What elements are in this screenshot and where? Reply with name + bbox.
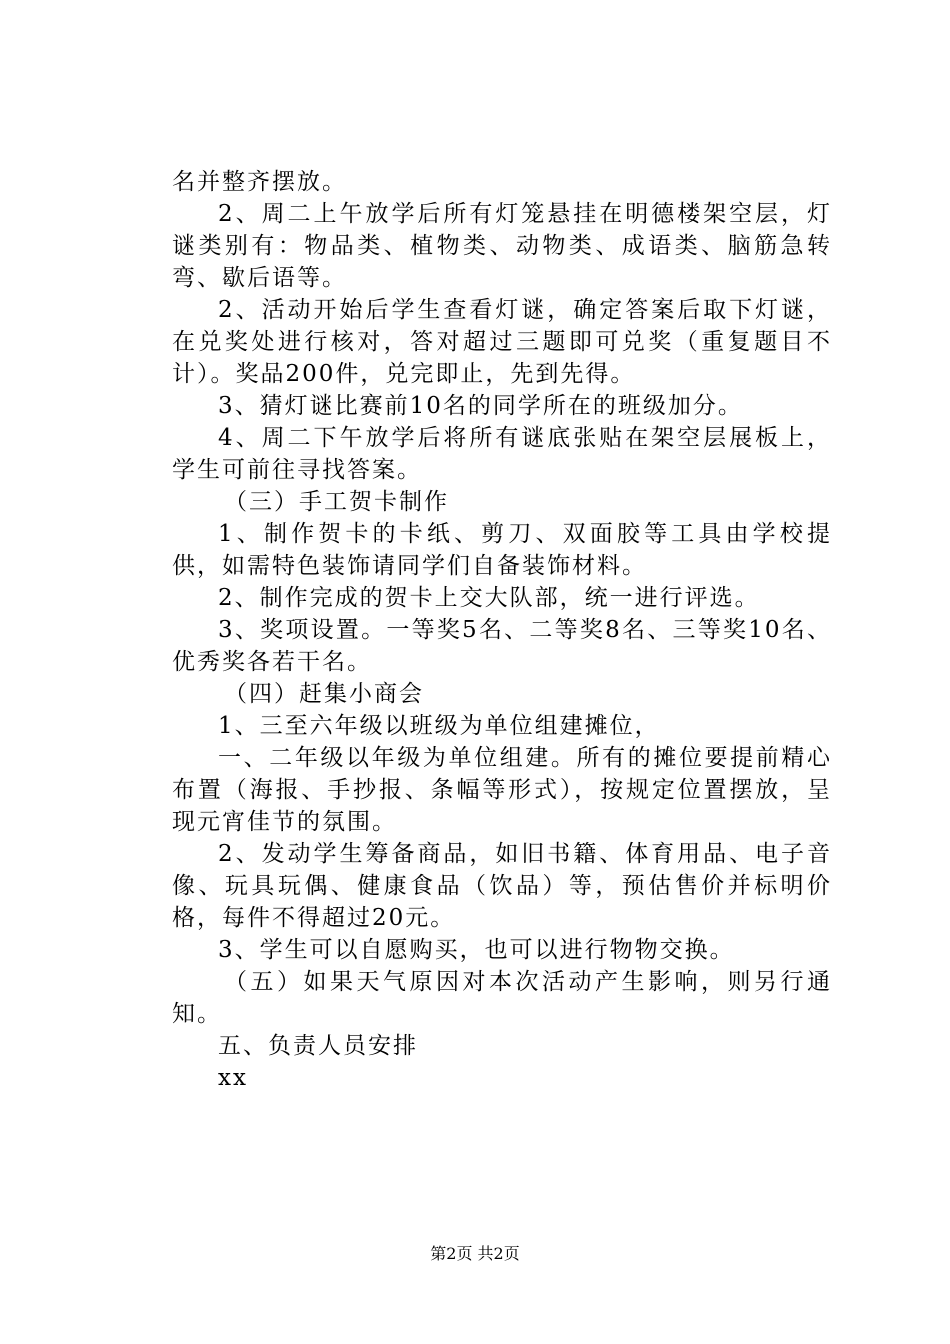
section-heading-market: （四）赶集小商会 (224, 681, 424, 707)
paragraph-card-submit: 2、制作完成的贺卡上交大队部，统一进行评选。 (218, 585, 760, 611)
paragraph-lanterns-hanging: 2、周二上午放学后所有灯笼悬挂在明德楼架空层，灯谜类别有：物品类、植物类、动物类、成语类、脑筋急转弯、歇后语等。 (172, 201, 832, 291)
section-heading-cards: （三）手工贺卡制作 (224, 489, 449, 515)
paragraph-riddle-bonus: 3、猜灯谜比赛前10名的同学所在的班级加分。 (218, 393, 743, 419)
paragraph-continuation: 名并整齐摆放。 (172, 169, 347, 195)
section-heading-weather: （五）如果天气原因对本次活动产生影响，则另行通知。 (172, 969, 832, 1027)
document-body (172, 166, 832, 1094)
paragraph-market-stalls: 1、三至六年级以班级为单位组建摊位， (218, 713, 660, 739)
page-footer: 第2页 共2页 (430, 1244, 520, 1263)
paragraph-staff-names: xx (218, 1065, 248, 1091)
section-heading-staff: 五、负责人员安排 (218, 1033, 418, 1059)
paragraph-card-awards: 3、奖项设置。一等奖5名、二等奖8名、三等奖10名、优秀奖各若干名。 (172, 617, 832, 675)
paragraph-card-materials: 1、制作贺卡的卡纸、剪刀、双面胶等工具由学校提供，如需特色装饰请同学们自备装饰材料。 (172, 521, 832, 579)
paragraph-riddle-redeem: 2、活动开始后学生查看灯谜，确定答案后取下灯谜，在兑奖处进行核对，答对超过三题即可兑奖（重复题目不计）。奖品200件，兑完即止，先到先得。 (172, 297, 832, 387)
paragraph-market-goods: 2、发动学生筹备商品，如旧书籍、体育用品、电子音像、玩具玩偶、健康食品（饮品）等，预估售价并标明价格，每件不得超过20元。 (172, 841, 832, 931)
paragraph-market-lower-grades: 一、二年级以年级为单位组建。所有的摊位要提前精心布置（海报、手抄报、条幅等形式），按规定位置摆放，呈现元宵佳节的氛围。 (172, 745, 832, 835)
paragraph-riddle-answers: 4、周二下午放学后将所有谜底张贴在架空层展板上，学生可前往寻找答案。 (172, 425, 832, 483)
paragraph-market-exchange: 3、学生可以自愿购买，也可以进行物物交换。 (218, 937, 735, 963)
